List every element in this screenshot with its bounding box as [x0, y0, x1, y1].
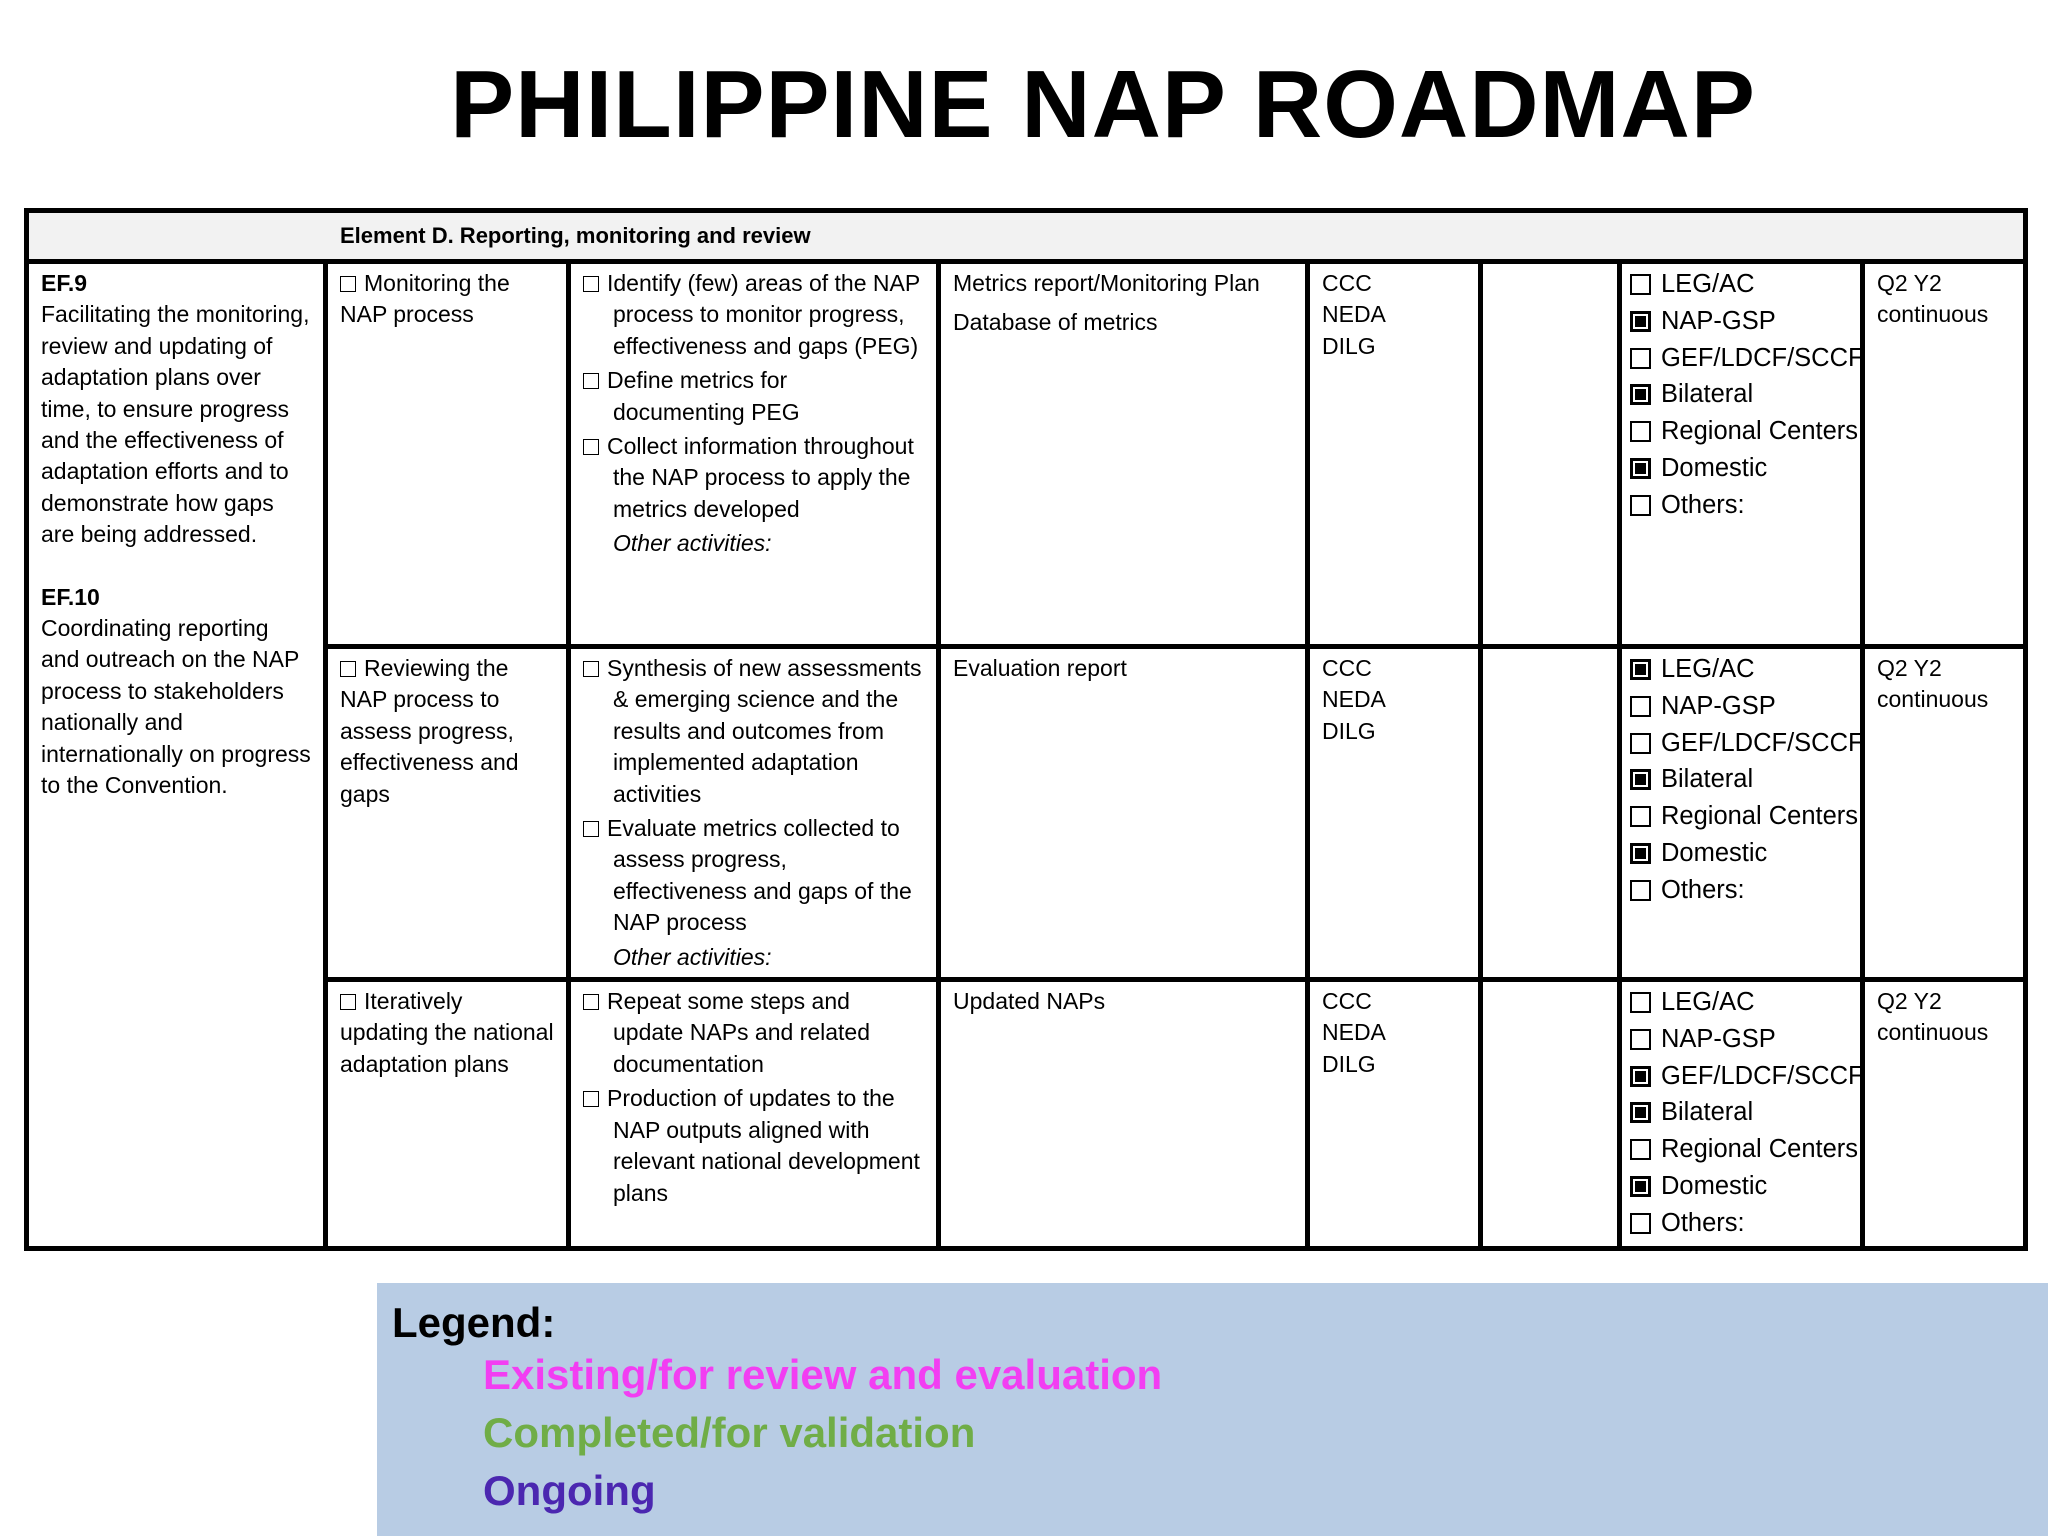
- funding-cell: [1620, 262, 1863, 647]
- funding-option: [1630, 651, 1852, 688]
- step-cell: [326, 980, 569, 1249]
- checkbox-icon[interactable]: [1630, 880, 1651, 901]
- timeline-frequency: continuous: [1877, 301, 1989, 328]
- activity-item: Evaluate metrics collected to assess progress, effectiveness and gaps of the NAP process: [583, 813, 924, 939]
- checked-checkbox-icon[interactable]: [1630, 843, 1651, 864]
- funding-label: Regional Centers: [1661, 802, 1859, 831]
- table-row: [27, 647, 2026, 980]
- funding-label: LEG/AC: [1661, 655, 1755, 683]
- funding-option: [1630, 725, 1864, 762]
- table-row: [27, 262, 2026, 647]
- checked-checkbox-icon[interactable]: [1630, 1176, 1651, 1197]
- section-header: Element D. Reporting, monitoring and review: [340, 223, 811, 249]
- checkbox-icon[interactable]: [1630, 348, 1651, 369]
- funding-option: [1630, 1168, 1852, 1205]
- outputs-cell: [939, 647, 1308, 980]
- empty-cell: [1481, 647, 1620, 980]
- checkbox-icon[interactable]: [1630, 495, 1651, 516]
- funding-option: [1630, 266, 1852, 303]
- step-label: Monitoring the NAP process: [340, 270, 510, 328]
- checkbox-icon[interactable]: [1630, 806, 1651, 827]
- checkbox-icon[interactable]: [1630, 274, 1651, 295]
- activity-item: Repeat some steps and update NAPs and related documentation: [583, 986, 924, 1080]
- step-label: Reviewing the NAP process to assess progress, effectiveness and gaps: [340, 655, 519, 807]
- enabling-factors-cell: [27, 262, 326, 1249]
- activity-item: Identify (few) areas of the NAP process to monitor progress, effectiveness and gaps (PEG): [583, 268, 924, 362]
- funding-option: [1630, 303, 1852, 340]
- funding-label: GEF/LDCF/SCCF: [1661, 343, 1864, 372]
- checkbox-icon[interactable]: [583, 373, 599, 389]
- funding-label: Others:: [1661, 1208, 1745, 1237]
- output-item: Updated NAPs: [953, 988, 1106, 1015]
- page-title: PHILIPPINE NAP ROADMAP: [450, 51, 1756, 158]
- timeline-quarter: Q2 Y2: [1877, 655, 1942, 681]
- other-activities-label: Other activities:: [613, 530, 772, 557]
- funding-option: [1630, 835, 1852, 872]
- funding-option: [1630, 1205, 1852, 1242]
- checkbox-icon[interactable]: [1630, 1029, 1651, 1050]
- entity: DILG: [1322, 717, 1376, 744]
- checkbox-icon[interactable]: [1630, 733, 1651, 754]
- funding-option: [1630, 761, 1852, 798]
- entities-cell: [1308, 980, 1481, 1249]
- checked-checkbox-icon[interactable]: [1630, 659, 1651, 680]
- entity: NEDA: [1322, 1019, 1386, 1046]
- funding-label: LEG/AC: [1661, 270, 1755, 298]
- entity: DILG: [1322, 332, 1376, 359]
- funding-label: Others:: [1661, 875, 1745, 904]
- activity-item: Production of updates to the NAP outputs aligned with relevant national development plans: [583, 1083, 924, 1209]
- funding-label: Bilateral: [1661, 380, 1754, 409]
- checked-checkbox-icon[interactable]: [1630, 384, 1651, 405]
- funding-option: [1630, 413, 1859, 450]
- checked-checkbox-icon[interactable]: [1630, 1066, 1651, 1087]
- funding-option: [1630, 340, 1864, 377]
- step-label: Iteratively updating the national adaptation plans: [340, 988, 554, 1077]
- timeline-quarter: Q2 Y2: [1877, 988, 1942, 1015]
- activity-item: Define metrics for documenting PEG: [583, 365, 924, 428]
- entity: CCC: [1322, 988, 1372, 1015]
- funding-label: Others:: [1661, 490, 1745, 519]
- ef-description: Facilitating the monitoring, review and updating of adaptation plans over time, to ensure progress and the effectiveness of adaptation efforts and to demonstrate how gaps are being addressed.: [41, 301, 310, 548]
- section-header-cell: [27, 211, 2026, 262]
- funding-option: [1630, 688, 1852, 725]
- timeline-cell: [1863, 980, 2026, 1249]
- funding-option: [1630, 872, 1852, 909]
- activity-item: Synthesis of new assessments & emerging science and the results and outcomes from implemented adaptation activities: [583, 653, 924, 810]
- legend-title: Legend:: [392, 1299, 556, 1346]
- activity-item: Collect information throughout the NAP process to apply the metrics developed: [583, 431, 924, 525]
- funding-option: [1630, 1058, 1864, 1095]
- funding-option: [1630, 1094, 1852, 1131]
- output-item: Evaluation report: [953, 655, 1127, 681]
- legend-item-existing: Existing/for review and evaluation: [483, 1351, 1163, 1398]
- entity: NEDA: [1322, 686, 1386, 713]
- funding-label: NAP-GSP: [1661, 1024, 1776, 1053]
- checkbox-icon[interactable]: [583, 1091, 599, 1107]
- funding-label: NAP-GSP: [1661, 691, 1776, 720]
- funding-option: [1630, 798, 1859, 835]
- funding-cell: [1620, 647, 1863, 980]
- timeline-frequency: continuous: [1877, 686, 1989, 713]
- output-item: Database of metrics: [953, 309, 1158, 336]
- roadmap-table: [24, 208, 2028, 1251]
- funding-label: Regional Centers: [1661, 1135, 1859, 1164]
- funding-option: [1630, 984, 1852, 1021]
- funding-label: Bilateral: [1661, 765, 1754, 794]
- activities-cell: [569, 262, 939, 647]
- checked-checkbox-icon[interactable]: [1630, 769, 1651, 790]
- step-cell: [326, 647, 569, 980]
- timeline-quarter: Q2 Y2: [1877, 270, 1942, 296]
- outputs-cell: [939, 262, 1308, 647]
- step-cell: [326, 262, 569, 647]
- checkbox-icon[interactable]: [1630, 1213, 1651, 1234]
- legend-item-ongoing: Ongoing: [483, 1467, 656, 1514]
- funding-label: Domestic: [1661, 1172, 1768, 1201]
- funding-option: [1630, 376, 1852, 413]
- legend-item-completed: Completed/for validation: [483, 1409, 976, 1456]
- checkbox-icon[interactable]: [583, 276, 599, 292]
- funding-label: Domestic: [1661, 838, 1768, 867]
- entity: NEDA: [1322, 301, 1386, 328]
- timeline-frequency: continuous: [1877, 1019, 1989, 1046]
- funding-label: Regional Centers: [1661, 417, 1859, 446]
- other-activities-label: Other activities:: [613, 943, 772, 970]
- activities-cell: [569, 980, 939, 1249]
- entity: DILG: [1322, 1050, 1376, 1077]
- empty-cell: [1481, 980, 1620, 1249]
- checkbox-icon[interactable]: [583, 439, 599, 455]
- entities-cell: [1308, 647, 1481, 980]
- funding-label: GEF/LDCF/SCCF: [1661, 1061, 1864, 1090]
- funding-option: [1630, 487, 1852, 524]
- timeline-cell: [1863, 647, 2026, 980]
- entity: CCC: [1322, 270, 1372, 296]
- ef-code: EF.10: [41, 583, 100, 610]
- checkbox-icon[interactable]: [340, 994, 356, 1010]
- funding-label: Bilateral: [1661, 1098, 1754, 1127]
- funding-option: [1630, 450, 1852, 487]
- checkbox-icon[interactable]: [1630, 1139, 1651, 1160]
- checkbox-icon[interactable]: [583, 994, 599, 1010]
- section-header-row: [27, 211, 2026, 262]
- funding-option: [1630, 1131, 1859, 1168]
- checked-checkbox-icon[interactable]: [1630, 458, 1651, 479]
- funding-label: GEF/LDCF/SCCF: [1661, 728, 1864, 757]
- timeline-cell: [1863, 262, 2026, 647]
- checked-checkbox-icon[interactable]: [1630, 311, 1651, 332]
- empty-cell: [1481, 262, 1620, 647]
- funding-option: [1630, 1021, 1852, 1058]
- entity: CCC: [1322, 655, 1372, 681]
- ef-description: Coordinating reporting and outreach on the NAP process to stakeholders nationally and internationally on progress to the Convention.: [41, 615, 311, 799]
- funding-label: NAP-GSP: [1661, 306, 1776, 335]
- checkbox-icon[interactable]: [1630, 696, 1651, 717]
- legend-box: [377, 1283, 2048, 1536]
- funding-cell: [1620, 980, 1863, 1249]
- funding-label: Domestic: [1661, 453, 1768, 482]
- ef-code: EF.9: [41, 270, 88, 296]
- checkbox-icon[interactable]: [1630, 992, 1651, 1013]
- checked-checkbox-icon[interactable]: [1630, 1102, 1651, 1123]
- checkbox-icon[interactable]: [1630, 421, 1651, 442]
- table-row: [27, 980, 2026, 1249]
- activities-cell: [569, 647, 939, 980]
- outputs-cell: [939, 980, 1308, 1249]
- output-item: Metrics report/Monitoring Plan: [953, 270, 1260, 296]
- checkbox-icon[interactable]: [340, 276, 356, 292]
- entities-cell: [1308, 262, 1481, 647]
- funding-label: LEG/AC: [1661, 988, 1755, 1017]
- checkbox-icon[interactable]: [340, 661, 356, 677]
- checkbox-icon[interactable]: [583, 821, 599, 837]
- checkbox-icon[interactable]: [583, 661, 599, 677]
